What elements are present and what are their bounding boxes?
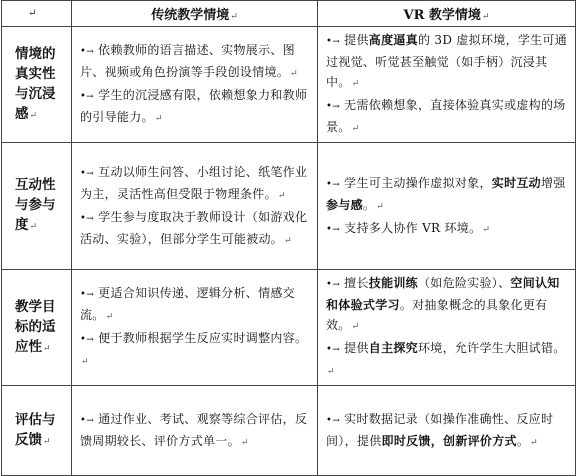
- table-row: [2, 27, 576, 143]
- table-row: [2, 270, 576, 386]
- item-text: 提供: [344, 33, 369, 47]
- item-emphasis: 自主探究: [368, 341, 418, 355]
- list-item: [80, 283, 311, 327]
- arrow-icon: →: [86, 47, 95, 57]
- dimension-label: 度: [15, 217, 29, 233]
- item-text: 的 3D 虚拟环境，学生可通过视觉、听觉甚至触觉（如手柄）沉浸其中。: [326, 33, 568, 89]
- arrow-icon: →: [332, 224, 341, 235]
- paragraph-mark: ↵: [154, 114, 163, 124]
- header-traditional-label: 传统教学情境: [151, 8, 230, 23]
- arrow-icon: →: [86, 335, 95, 345]
- arrow-icon: →: [332, 102, 341, 112]
- vr-cell: [318, 386, 576, 476]
- dimension-label: 评估与: [15, 411, 56, 428]
- item-text: 更适合知识传递、逻辑分析、情感交流。: [80, 286, 295, 322]
- dimension-cell: [2, 143, 72, 270]
- paragraph-mark: ↵: [327, 367, 335, 377]
- bullet-icon: •: [326, 414, 333, 426]
- bullet-icon: •: [80, 334, 87, 345]
- dimension-label: 感: [15, 105, 29, 122]
- dimension-label: 互动性: [15, 177, 56, 193]
- table-row: [2, 386, 576, 476]
- paragraph-mark: ↵: [240, 437, 249, 448]
- paragraph-mark: ↵: [530, 437, 538, 448]
- paragraph-mark: ↵: [284, 235, 292, 246]
- list-item: [326, 409, 569, 453]
- paragraph-mark: ↵: [230, 12, 238, 22]
- item-text: 学生的沉浸感有限，依赖想象力和教师的引导能力。: [80, 88, 308, 124]
- dimension-cell: [2, 27, 72, 143]
- bullet-icon: •: [80, 46, 87, 57]
- paragraph-mark: ↵: [376, 201, 385, 212]
- paragraph-mark: ↵: [481, 12, 490, 22]
- dimension-label: 与沉浸: [15, 85, 56, 102]
- list-item: [326, 338, 569, 382]
- dimension-label: 标的适: [15, 318, 56, 335]
- dimension-label: 情境的: [15, 45, 56, 62]
- arrow-icon: →: [86, 168, 95, 179]
- item-text: 无需依赖想象，直接体验真实或虚构的场景。: [326, 98, 566, 134]
- list-item: [80, 85, 311, 129]
- arrow-icon: →: [86, 92, 95, 102]
- dimension-label: 与参与: [15, 197, 56, 213]
- bullet-icon: •: [326, 344, 333, 355]
- paragraph-mark: ↵: [290, 69, 298, 79]
- item-text: 通过作业、考试、观察等综合评估，反馈周期较长、评价方式单一。: [80, 411, 308, 448]
- traditional-cell: [72, 270, 318, 386]
- dimension-label: 反馈: [15, 431, 42, 448]
- item-emphasis: 高度逼真: [368, 33, 418, 47]
- comparison-table: [1, 0, 576, 476]
- traditional-cell: [72, 143, 318, 270]
- bullet-icon: •: [80, 212, 87, 224]
- arrow-icon: →: [86, 415, 95, 426]
- item-emphasis: 参与感: [326, 197, 363, 212]
- bullet-icon: •: [80, 167, 87, 179]
- list-item: [326, 218, 569, 240]
- paragraph-mark: ↵: [351, 79, 360, 89]
- arrow-icon: →: [332, 345, 341, 355]
- item-text: （如危险实验）、: [417, 276, 511, 290]
- bullet-icon: •: [80, 91, 87, 102]
- arrow-icon: →: [332, 415, 341, 426]
- list-item: [80, 162, 311, 206]
- traditional-cell: [72, 386, 318, 476]
- list-item: [326, 30, 569, 94]
- table-row: [2, 143, 576, 270]
- arrow-icon: →: [332, 37, 341, 47]
- list-item: [326, 95, 569, 139]
- item-emphasis: 实时互动: [491, 175, 541, 190]
- paragraph-mark: ↵: [43, 343, 51, 354]
- paragraph-mark: ↵: [277, 190, 286, 201]
- item-text: 擅长: [344, 276, 369, 290]
- item-text: 支持多人协作 VR 环境。: [344, 220, 482, 235]
- item-text: 学生参与度取决于教师设计（如游戏化活动、实验），但部分学生可能被动。: [80, 209, 308, 246]
- paragraph-mark: ↵: [43, 436, 51, 447]
- paragraph-mark: ↵: [28, 8, 37, 19]
- paragraph-mark: ↵: [105, 312, 114, 322]
- item-text: 。对抽象概念的具象化更有效。: [326, 298, 548, 332]
- item-text: 依赖教师的语言描述、实物展示、图片、视频或角色扮演等手段创设情境。: [80, 43, 295, 79]
- dimension-label: 应性: [15, 338, 42, 355]
- paragraph-mark: ↵: [29, 222, 38, 232]
- header-vr: [318, 1, 576, 27]
- bullet-icon: •: [326, 178, 333, 190]
- list-item: [326, 173, 569, 217]
- item-text: 增强: [540, 175, 566, 190]
- header-traditional: [72, 1, 318, 27]
- arrow-icon: →: [332, 280, 341, 290]
- bullet-icon: •: [80, 289, 87, 300]
- vr-cell: [318, 270, 576, 386]
- bullet-icon: •: [326, 36, 333, 47]
- item-text: 。: [362, 197, 376, 212]
- header-row: [2, 1, 576, 27]
- vr-cell: [318, 27, 576, 143]
- dimension-cell: [2, 270, 72, 386]
- item-emphasis: 空间认知和体验式学习: [326, 276, 560, 312]
- bullet-icon: •: [326, 279, 333, 290]
- corner-cell: [2, 1, 72, 27]
- paragraph-mark: ↵: [29, 110, 38, 121]
- paragraph-mark: ↵: [482, 224, 491, 235]
- dimension-label: 真实性: [15, 65, 56, 82]
- item-emphasis: 技能训练: [368, 276, 418, 290]
- vr-cell: [318, 143, 576, 270]
- dimension-cell: [2, 386, 72, 476]
- item-text: 学生可主动操作虚拟对象，: [344, 175, 492, 190]
- list-item: [80, 328, 311, 372]
- paragraph-mark: ↵: [81, 357, 89, 367]
- paragraph-mark: ↵: [351, 124, 360, 134]
- traditional-cell: [72, 27, 318, 143]
- header-vr-label: VR 教学情境: [403, 8, 481, 23]
- bullet-icon: •: [326, 101, 333, 112]
- bullet-icon: •: [80, 414, 87, 426]
- dimension-label: 教学目: [15, 298, 56, 315]
- item-text: 环境，允许学生大胆试错。: [417, 341, 566, 355]
- arrow-icon: →: [86, 290, 95, 300]
- paragraph-mark: ↵: [351, 322, 360, 332]
- item-text: 。: [516, 433, 530, 448]
- list-item: [80, 207, 311, 251]
- bullet-icon: •: [326, 223, 333, 235]
- item-text: 提供: [344, 341, 369, 355]
- item-emphasis: 即时反馈，创新评价方式: [381, 433, 517, 448]
- list-item: [80, 40, 311, 84]
- item-text: 互动以师生问答、小组讨论、纸笔作业为主，灵活性高但受限于物理条件。: [80, 164, 308, 201]
- list-item: [326, 273, 569, 337]
- arrow-icon: →: [332, 179, 341, 190]
- arrow-icon: →: [86, 213, 95, 224]
- item-text: 便于教师根据学生反应实时调整内容。: [98, 331, 308, 345]
- item-text: 实时数据记录（如操作准确性、反应时间），提供: [326, 411, 554, 448]
- list-item: [80, 409, 311, 453]
